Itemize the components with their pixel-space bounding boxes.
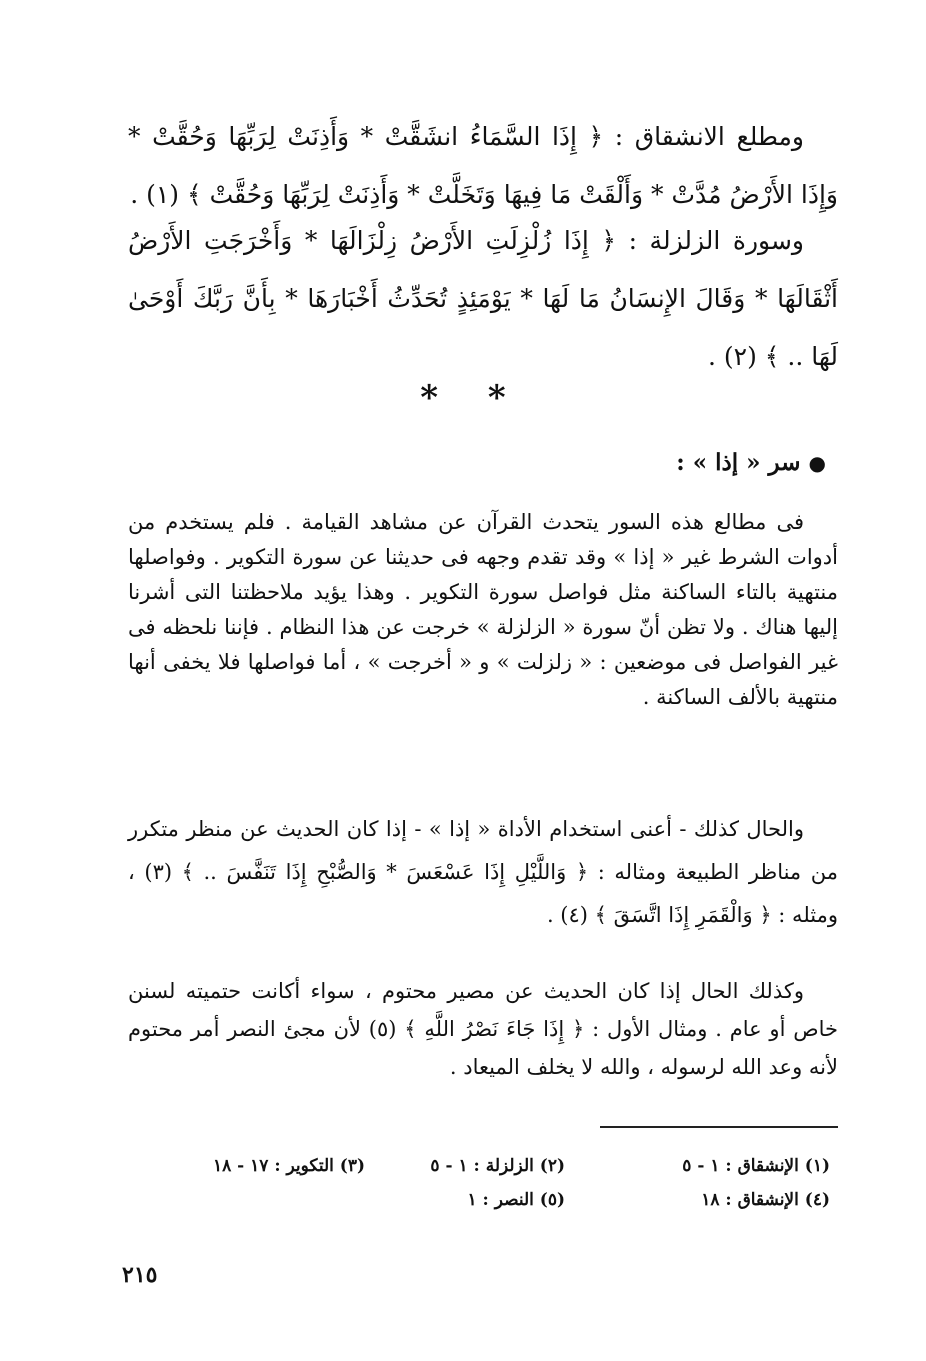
footnote-divider	[600, 1126, 838, 1128]
paragraph-2: والحال كذلك - أعنى استخدام الأداة « إذا » - إذا كان الحديث عن منظر متكرر من مناظر الطبيعة ومثاله : ﴿ وَاللَّيْلِ إِذَا عَسْعَسَ * وَالصُّبْحِ إِذَا تَنَفَّسَ .. ﴾ (٣) ، ومثله : ﴿ وَالْقَمَرِ إِذَا اتَّسَقَ ﴾ (٤) .	[128, 817, 838, 927]
footnote-1: (١) الإنشقاق : ١ - ٥	[682, 1156, 830, 1176]
footnote-3: (٣) التكوير : ١٧ - ١٨	[212, 1156, 365, 1176]
paragraph-1: فى مطالع هذه السور يتحدث القرآن عن مشاهد القيامة . فلم يستخدم من أدوات الشرط غير « إذا » وقد تقدم وجهه فى حديثنا عن سورة التكوير . وفواصلها منتهية بالتاء الساكنة مثل فواصل سورة التكوير . وهذا يؤيد ملاحظتنا التى أشرنا إليها هناك . ولا تظن أنّ سورة « الزلزلة » خرجت عن هذا النظام . فإننا نلحظه فى غير الفواصل فى موضعين : « زلزلت » و « أخرجت » ، أما فواصلها فلا يخفى أنها منتهية بالألف الساكنة .	[128, 510, 838, 709]
verse-block-inshiqaq	[128, 108, 838, 224]
section-heading	[676, 443, 826, 483]
footnote-5: (٥) النصر : ١	[467, 1190, 565, 1210]
paragraph-3: وكذلك الحال إذا كان الحديث عن مصير محتوم ، سواء أكانت حتميته لسنن خاص أو عام . ومثال الأول : ﴿ إِذَا جَاءَ نَصْرُ اللَّهِ ﴾ (٥) لأن مجئ النصر أمر محتوم لأنه وعد الله لرسوله ، والله لا يخلف الميعاد .	[128, 979, 838, 1079]
section-separator: * *	[420, 378, 506, 418]
paragraph-2-block	[128, 808, 838, 937]
bullet-icon: ●	[808, 451, 826, 475]
paragraph-3-block	[128, 972, 838, 1086]
footnote-2: (٢) الزلزلة : ١ - ٥	[430, 1156, 565, 1176]
page-number: ٢١٥	[122, 1262, 158, 1288]
section-title: سر « إذا » :	[676, 449, 801, 476]
verse-zalzala: وسورة الزلزلة : ﴿ إِذَا زُلْزِلَتِ الأَرْضُ زِلْزَالَهَا * وَأَخْرَجَتِ الأَرْضُ أَثْقَالَهَا * وَقَالَ الإِنسَانُ مَا لَهَا * يَوْمَئِذٍ تُحَدِّثُ أَخْبَارَهَا * بِأَنَّ رَبَّكَ أَوْحَىٰ لَهَا .. ﴾ (٢) .	[128, 226, 838, 371]
footnote-4: (٤) الإنشقاق : ١٨	[701, 1190, 830, 1210]
paragraph-1-block	[128, 505, 838, 715]
verse-inshiqaq: ومطلع الانشقاق : ﴿ إِذَا السَّمَاءُ انشَقَّتْ * وَأَذِنَتْ لِرَبِّهَا وَحُقَّتْ * وَإِذَا الأَرْضُ مُدَّتْ * وَأَلْقَتْ مَا فِيهَا وَتَخَلَّتْ * وَأَذِنَتْ لِرَبِّهَا وَحُقَّتْ ﴾ (١) .	[128, 122, 838, 209]
verse-block-zalzala	[128, 212, 838, 386]
